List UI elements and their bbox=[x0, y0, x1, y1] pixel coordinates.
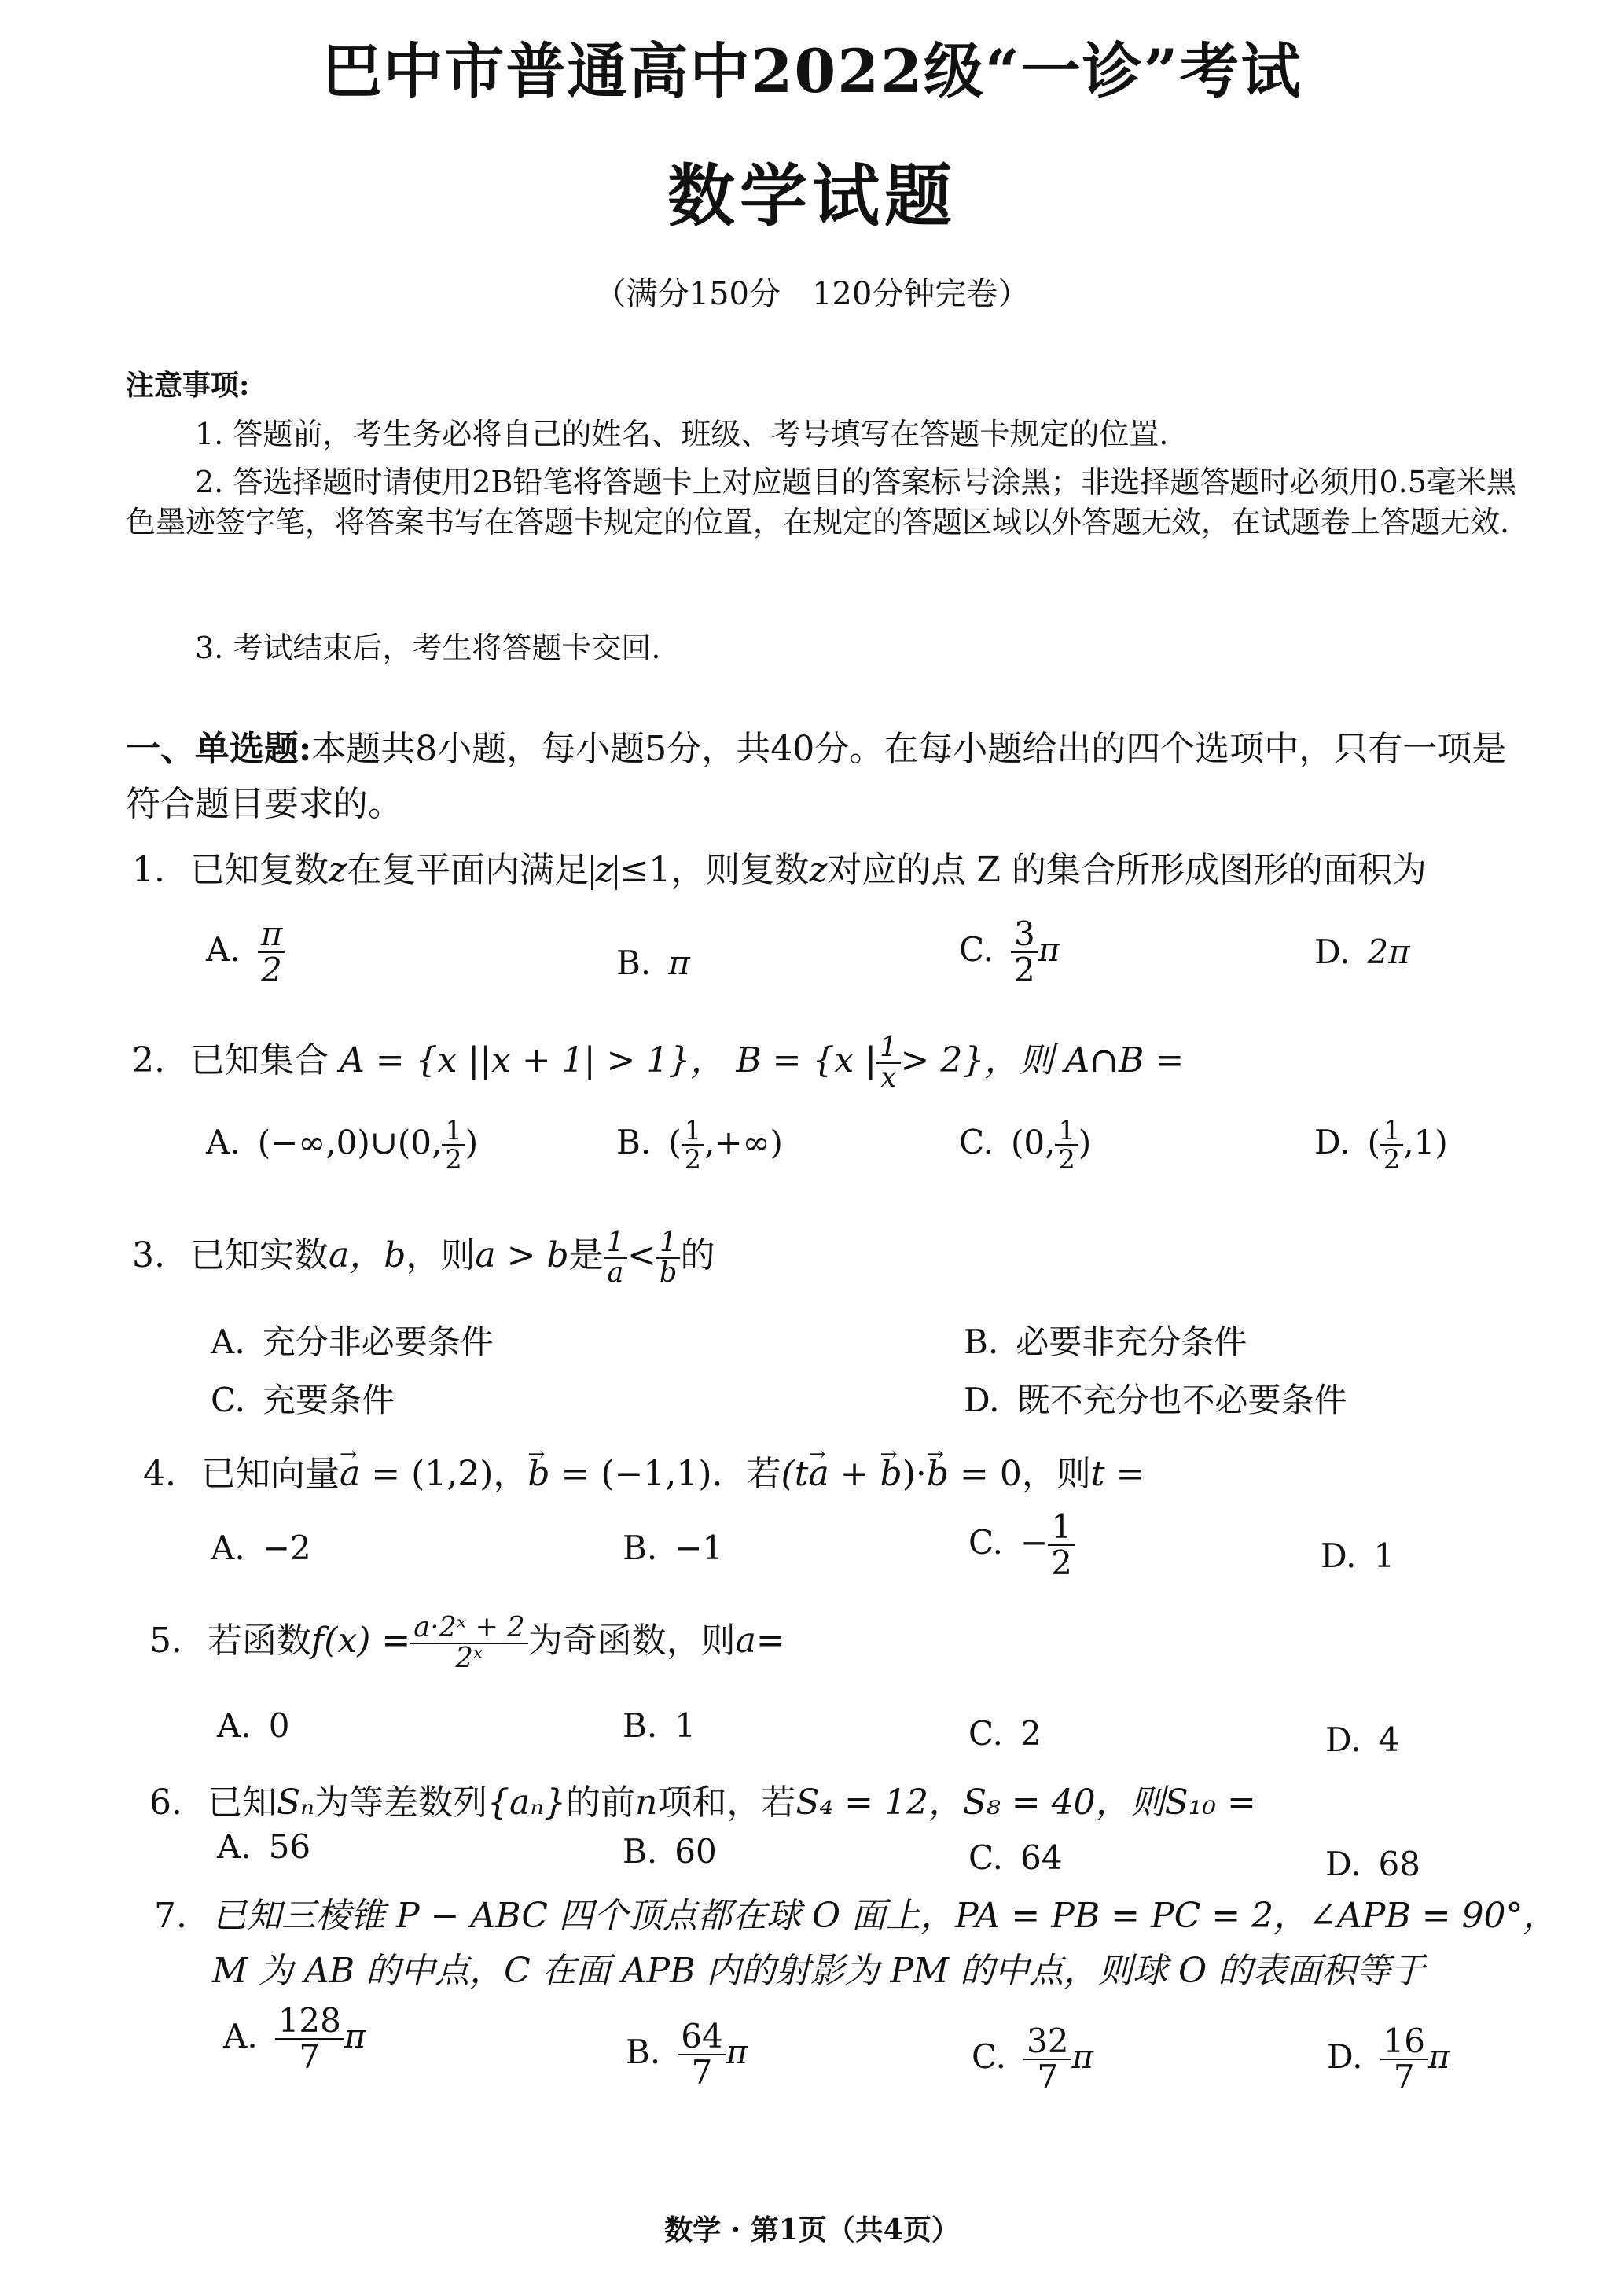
q4-expr: )· bbox=[902, 1454, 927, 1494]
question-number: 2. bbox=[132, 1040, 165, 1080]
exam-duration-note: （满分150分 120分钟完卷） bbox=[594, 276, 1030, 312]
notice-heading: 注意事项: bbox=[126, 369, 250, 402]
option-value: 2 bbox=[1020, 1714, 1042, 1753]
q3-option-b[interactable] bbox=[964, 1316, 1247, 1363]
q6-text: 项和，若 bbox=[657, 1783, 796, 1823]
option-label: B. bbox=[616, 1123, 652, 1162]
frac-den: 2 bbox=[684, 1144, 701, 1176]
notice-item-3 bbox=[126, 629, 1533, 668]
notice-item-text: 1. 答题前，考生务必将自己的姓名、班级、考号填写在答题卡规定的位置. bbox=[195, 417, 1169, 451]
q1-option-d[interactable] bbox=[1314, 933, 1410, 971]
question-number: 1. bbox=[132, 850, 165, 890]
option-label: A. bbox=[217, 1827, 252, 1866]
q3-option-a[interactable] bbox=[211, 1316, 494, 1363]
frac-num: π bbox=[258, 917, 286, 953]
q3-option-d[interactable] bbox=[964, 1374, 1347, 1422]
q4-expr: = (1,2)， bbox=[360, 1454, 528, 1494]
question-5 bbox=[149, 1612, 785, 1672]
question-6 bbox=[149, 1774, 1256, 1824]
q6-option-c[interactable] bbox=[968, 1838, 1062, 1877]
section-label: 一、单选题: bbox=[126, 729, 312, 769]
option-value: 68 bbox=[1378, 1845, 1420, 1883]
option-value: ) bbox=[465, 1123, 479, 1162]
frac-den: 7 bbox=[1037, 2058, 1059, 2097]
frac-den: x bbox=[880, 1061, 897, 1094]
option-label: A. bbox=[223, 2017, 258, 2056]
q3-vars: a，b bbox=[329, 1235, 406, 1275]
subject-title: 数学试题 bbox=[667, 156, 957, 236]
q7-option-c[interactable] bbox=[972, 2024, 1093, 2095]
frac-den: a bbox=[607, 1256, 624, 1289]
option-label: C. bbox=[959, 1123, 994, 1162]
option-value: −2 bbox=[262, 1529, 311, 1567]
frac-den: b bbox=[659, 1256, 678, 1289]
q3-text: ，则 bbox=[406, 1235, 476, 1275]
q2-set-a: |x + 1| > 1}， bbox=[479, 1040, 726, 1080]
option-value: ,+∞) bbox=[704, 1123, 783, 1162]
frac-num: 1 bbox=[682, 1117, 704, 1146]
frac-num: 1 bbox=[656, 1228, 680, 1259]
frac-num: 3 bbox=[1011, 917, 1038, 953]
option-label: C. bbox=[968, 1714, 1003, 1753]
notice-item-text: 3. 考试结束后，考生将答题卡交回. bbox=[195, 631, 661, 665]
frac-num: 16 bbox=[1380, 2024, 1428, 2060]
q6-s4: S₄ = 12， bbox=[795, 1783, 963, 1823]
option-value: 56 bbox=[268, 1827, 311, 1866]
vector-b: → b bbox=[927, 1454, 949, 1494]
question-1 bbox=[132, 841, 1427, 892]
q1-option-b[interactable] bbox=[616, 944, 690, 982]
q3-text: 的 bbox=[680, 1235, 715, 1275]
option-symbol: π bbox=[1427, 2037, 1450, 2077]
q4-expr: + bbox=[829, 1454, 880, 1494]
vector-a: → a bbox=[808, 1454, 829, 1494]
option-value: 1 bbox=[1373, 1536, 1395, 1575]
vector-a: → a bbox=[340, 1454, 360, 1494]
q4-option-d[interactable] bbox=[1321, 1536, 1394, 1575]
q5-option-a[interactable] bbox=[217, 1706, 289, 1745]
frac-den: 7 bbox=[691, 2053, 713, 2092]
q1-var: z bbox=[595, 850, 614, 890]
frac-den: 2 bbox=[445, 1144, 462, 1176]
question-4 bbox=[143, 1445, 1145, 1496]
frac-num: 1 bbox=[876, 1033, 900, 1064]
question-number: 5. bbox=[149, 1621, 182, 1661]
frac-den: 2 bbox=[1014, 951, 1035, 990]
option-text: 充分非必要条件 bbox=[262, 1323, 494, 1361]
option-symbol: π bbox=[344, 2017, 366, 2056]
q7-line-2: M 为 AB 的中点，C 在面 APB 内的射影为 PM 的中点，则球 O 的表面积等于 bbox=[212, 1951, 1426, 1991]
q6-s8: S₈ = 40，则 bbox=[963, 1783, 1165, 1823]
frac-num: 1 bbox=[1048, 1510, 1075, 1546]
option-value: ) bbox=[1078, 1123, 1092, 1162]
frac-num: 1 bbox=[604, 1228, 627, 1259]
question-number: 3. bbox=[132, 1235, 165, 1275]
question-7-cont bbox=[212, 1942, 1425, 1992]
option-value: 64 bbox=[1020, 1838, 1063, 1877]
option-value: 0 bbox=[268, 1706, 290, 1745]
question-3 bbox=[132, 1227, 715, 1287]
option-label: C. bbox=[968, 1523, 1003, 1562]
frac-den: 2 bbox=[1051, 1544, 1072, 1583]
frac-den: 7 bbox=[1393, 2058, 1415, 2097]
q6-option-b[interactable] bbox=[623, 1832, 717, 1871]
frac-num: 1 bbox=[1055, 1117, 1078, 1146]
frac-num: a·2ˣ + 2 bbox=[410, 1613, 527, 1644]
option-label: D. bbox=[964, 1381, 1000, 1419]
option-symbol: π bbox=[1071, 2037, 1094, 2077]
q5-option-c[interactable] bbox=[968, 1714, 1042, 1753]
q2-option-d[interactable] bbox=[1314, 1117, 1448, 1174]
option-value: (−∞,0)∪(0, bbox=[257, 1123, 443, 1162]
option-value: − bbox=[1020, 1523, 1049, 1562]
option-text: 充要条件 bbox=[263, 1381, 395, 1419]
option-label: D. bbox=[1325, 1720, 1361, 1759]
option-label: A. bbox=[206, 930, 241, 970]
q3-option-c[interactable] bbox=[211, 1374, 395, 1422]
option-label: C. bbox=[211, 1381, 245, 1419]
question-number: 7. bbox=[154, 1896, 187, 1936]
q1-var: z bbox=[809, 850, 828, 890]
option-label: A. bbox=[206, 1123, 241, 1162]
question-2 bbox=[132, 1032, 1184, 1092]
option-label: D. bbox=[1327, 2037, 1363, 2077]
option-label: D. bbox=[1314, 933, 1350, 971]
q4-option-c[interactable] bbox=[968, 1507, 1075, 1583]
exam-title: 巴中市普通高中2022级“一诊”考试 bbox=[321, 36, 1303, 106]
q4-expr: = (−1,1)．若 bbox=[549, 1454, 781, 1494]
option-label: A. bbox=[211, 1529, 245, 1567]
option-label: D. bbox=[1321, 1536, 1357, 1575]
q2-set-b: > 2}，则 bbox=[900, 1040, 1054, 1080]
q6-text: 的前 bbox=[566, 1783, 636, 1823]
option-label: D. bbox=[1314, 1123, 1350, 1162]
q6-s10: S₁₀ = bbox=[1164, 1783, 1256, 1823]
frac-den: 2 bbox=[261, 951, 282, 990]
q5-option-b[interactable] bbox=[623, 1706, 696, 1745]
q4-expr: t = bbox=[1090, 1454, 1145, 1494]
q1-var: z bbox=[329, 850, 347, 890]
option-value: 60 bbox=[674, 1832, 717, 1871]
q6-n: n bbox=[635, 1783, 658, 1823]
option-value: 4 bbox=[1378, 1720, 1400, 1759]
q5-function: f(x) = bbox=[311, 1621, 411, 1661]
frac-den: 2 bbox=[1058, 1144, 1075, 1176]
q6-option-d[interactable] bbox=[1325, 1845, 1420, 1883]
q5-text: 为奇函数，则 bbox=[527, 1621, 736, 1661]
q5-text: a= bbox=[735, 1621, 785, 1661]
q4-text: 已知向量 bbox=[201, 1454, 340, 1494]
frac-num: 64 bbox=[678, 2019, 726, 2055]
section-instructions: 本题共8小题，每小题5分，共40分。在每小题给出的四个选项中，只有一项是符合题目要求的。 bbox=[126, 729, 1507, 825]
option-value: ,1) bbox=[1403, 1123, 1448, 1162]
section-heading bbox=[126, 722, 1541, 833]
q4-option-b[interactable] bbox=[623, 1529, 723, 1567]
frac-num: 128 bbox=[275, 2003, 344, 2040]
frac-num: 32 bbox=[1023, 2024, 1071, 2060]
q3-less-than: < bbox=[627, 1235, 656, 1275]
vector-b: → b bbox=[527, 1454, 549, 1494]
q1-option-a[interactable] bbox=[206, 914, 285, 990]
q2-option-c[interactable] bbox=[959, 1117, 1091, 1174]
frac-num: 1 bbox=[1380, 1117, 1403, 1146]
option-label: B. bbox=[964, 1323, 999, 1361]
q6-option-a[interactable] bbox=[217, 1827, 310, 1866]
q4-expr: = 0，则 bbox=[949, 1454, 1091, 1494]
option-label: D. bbox=[1325, 1845, 1361, 1883]
q6-text: 为等差数列 bbox=[314, 1783, 487, 1823]
q2-option-b[interactable] bbox=[616, 1117, 783, 1174]
q1-option-c[interactable] bbox=[959, 914, 1060, 990]
q2-option-a[interactable] bbox=[206, 1117, 478, 1174]
q6-an: {aₙ} bbox=[487, 1783, 567, 1823]
option-text: 既不充分也不必要条件 bbox=[1016, 1381, 1347, 1419]
option-value: ( bbox=[1367, 1123, 1380, 1162]
q2-set-a: A = {x | bbox=[340, 1040, 480, 1080]
option-label: B. bbox=[623, 1832, 658, 1871]
option-symbol: π bbox=[1038, 930, 1060, 970]
q5-text: 若函数 bbox=[208, 1621, 311, 1661]
option-label: C. bbox=[972, 2037, 1006, 2077]
option-label: B. bbox=[616, 944, 652, 982]
question-number: 4. bbox=[143, 1454, 176, 1494]
frac-den: 2ˣ bbox=[455, 1641, 483, 1674]
option-symbol: π bbox=[726, 2033, 748, 2072]
frac-den: 7 bbox=[299, 2037, 321, 2077]
option-value: 1 bbox=[674, 1706, 696, 1745]
q3-condition: a > b bbox=[475, 1235, 569, 1275]
option-label: A. bbox=[217, 1706, 252, 1745]
notice-item-2: 2. 答选择题时请使用2B铅笔将答题卡上对应题目的答案标号涂黑；非选择题答题时必须用0.5毫米黑色墨迹签字笔，将答案书写在答题卡规定的位置，在规定的答题区域以外答题无效，在试题卷上答题无效. bbox=[126, 465, 1516, 540]
q5-option-d[interactable] bbox=[1325, 1720, 1399, 1759]
option-label: C. bbox=[968, 1838, 1003, 1877]
option-label: B. bbox=[626, 2033, 661, 2072]
q3-text: 已知实数 bbox=[190, 1235, 329, 1275]
option-value: −1 bbox=[674, 1529, 724, 1567]
q1-text: 对应的点 Z 的集合所形成图形的面积为 bbox=[827, 850, 1427, 890]
q2-set-b: B = {x | bbox=[736, 1040, 877, 1080]
q1-text: 已知复数 bbox=[190, 850, 329, 890]
q4-expr: (t bbox=[781, 1454, 809, 1494]
page-footer: 数学 · 第1页（共4页） bbox=[664, 2213, 960, 2246]
q2-text: 已知集合 bbox=[190, 1040, 329, 1080]
q4-option-a[interactable] bbox=[211, 1529, 311, 1567]
q7-option-a[interactable] bbox=[223, 2001, 366, 2077]
question-7 bbox=[154, 1887, 1558, 1937]
option-label: B. bbox=[623, 1706, 658, 1745]
q1-text: 在复平面内满足 bbox=[347, 850, 590, 890]
q6-text: 已知 bbox=[208, 1783, 277, 1823]
question-number: 6. bbox=[149, 1783, 182, 1823]
vector-b: → b bbox=[880, 1454, 902, 1494]
q1-text: ≤1，则复数 bbox=[619, 850, 810, 890]
option-value: (0, bbox=[1011, 1123, 1056, 1162]
option-label: B. bbox=[623, 1529, 658, 1567]
frac-num: 1 bbox=[442, 1117, 465, 1146]
q6-sn: Sₙ bbox=[277, 1783, 314, 1823]
q2-text: A∩B = bbox=[1064, 1040, 1185, 1080]
q7-line-1: 已知三棱锥 P − ABC 四个顶点都在球 O 面上，PA = PB = PC = 2，∠APB = 90°， bbox=[212, 1896, 1558, 1936]
notice-item-1 bbox=[126, 415, 1533, 454]
q7-option-d[interactable] bbox=[1327, 2024, 1450, 2095]
option-value: π bbox=[668, 944, 690, 982]
q3-text: 是 bbox=[568, 1235, 604, 1275]
option-value: 2π bbox=[1367, 933, 1410, 971]
option-value: ( bbox=[668, 1123, 682, 1162]
option-label: A. bbox=[211, 1323, 245, 1361]
q7-option-b[interactable] bbox=[626, 2019, 748, 2090]
option-label: C. bbox=[959, 930, 994, 970]
option-text: 必要非充分条件 bbox=[1016, 1323, 1247, 1361]
frac-den: 2 bbox=[1383, 1144, 1401, 1176]
